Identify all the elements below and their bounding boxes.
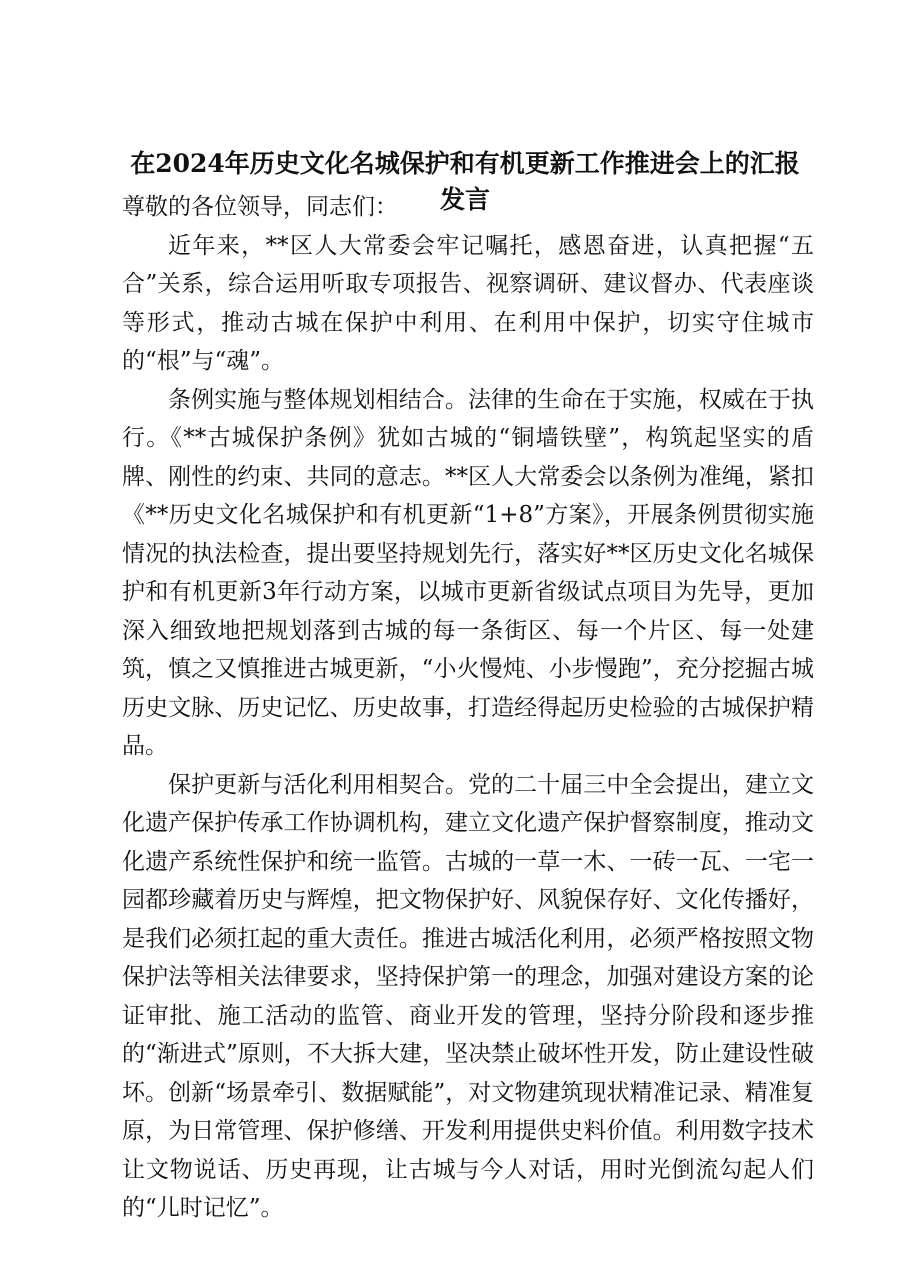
document-title: 在2024年历史文化名城保护和有机更新工作推进会上的汇报发言 (130, 149, 800, 214)
salutation: 尊敬的各位领导，同志们： (122, 194, 398, 220)
paragraph-regulation-planning: 条例实施与整体规划相结合。法律的生命在于实施，权威在于执行。《**古城保护条例》犹如古城的“铜墙铁壁”，构筑起坚实的盾牌、刚性的约束、共同的意志。**区人大常委会以条例为准绳，紧扣《**历史文化名城保护和有机更新“1+8”方案》，开展条例贯彻实施情况的执法检查，提出要坚持规划先行，落实好**区历史文化名城保护和有机更新3年行动方案，以城市更新省级试点项目为先导，更加深入细致地把规划落到古城的每一条街区、每一个片区、每一处建筑，慎之又慎推进古城更新，“小火慢炖、小步慢跑”，充分挖掘古城历史文脉、历史记忆、历史故事，打造经得起历史检验的古城保护精品。 (122, 386, 814, 759)
paragraph-intro: 近年来，**区人大常委会牢记嘱托，感恩奋进，认真把握“五合”关系，综合运用听取专项报告、视察调研、建议督办、代表座谈等形式，推动古城在保护中利用、在利用中保护，切实守住城市的“根”与“魂”。 (122, 232, 814, 374)
paragraph-protection-utilization: 保护更新与活化利用相契合。党的二十届三中全会提出，建立文化遗产保护传承工作协调机构，建立文化遗产保护督察制度，推动文化遗产系统性保护和统一监管。古城的一草一木、一砖一瓦、一宅一园都珍藏着历史与辉煌，把文物保护好、风貌保存好、文化传播好，是我们必须扛起的重大责任。推进古城活化利用，必须严格按照文物保护法等相关法律要求，坚持保护第一的理念，加强对建设方案的论证审批、施工活动的监管、商业开发的管理，坚持分阶段和逐步推的“渐进式”原则，不大拆大建，坚决禁止破坏性开发，防止建设性破坏。创新“场景牵引、数据赋能”，对文物建筑现状精准记录、精准复原，为日常管理、保护修缮、开发利用提供史料价值。利用数字技术让文物说话、历史再现，让古城与今人对话，用时光倒流勾起人们的“儿时记忆”。 (122, 771, 814, 1221)
document-body (122, 188, 814, 1228)
